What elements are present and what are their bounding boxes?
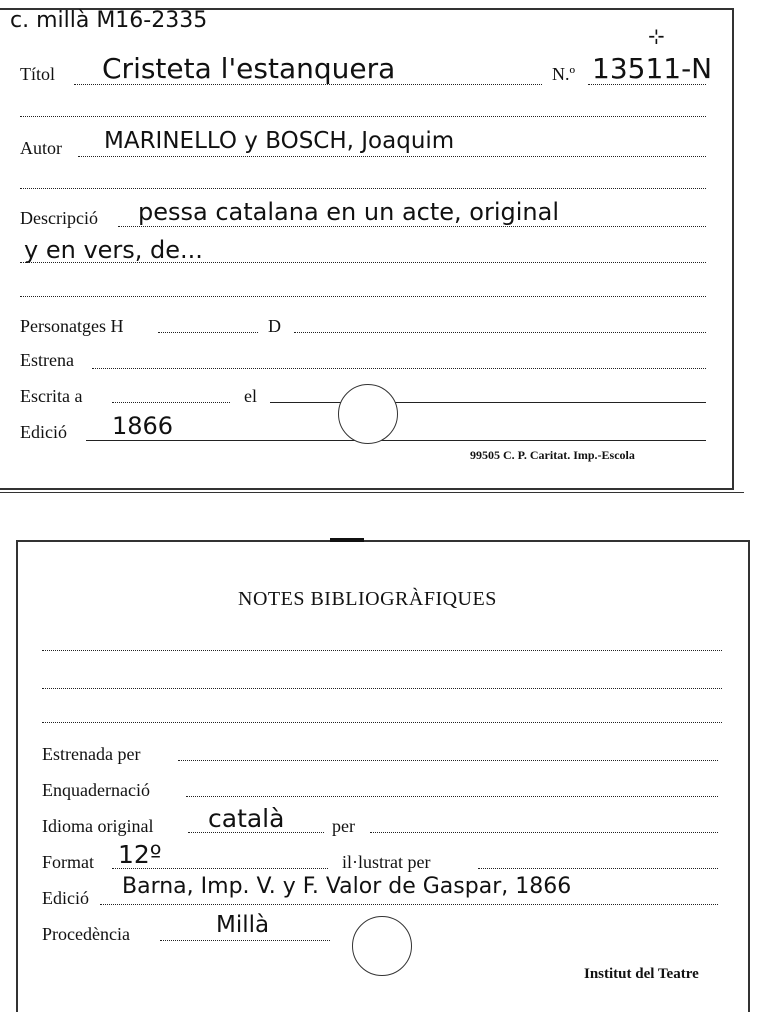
- punch-hole-icon-bottom: [352, 916, 412, 976]
- institution-name: Institut del Teatre: [584, 966, 699, 982]
- notes-line-3: [42, 722, 722, 723]
- cross-mark-icon: ⊹: [648, 26, 665, 48]
- estrenada-label: Estrenada per: [42, 744, 141, 764]
- estrena-line: [92, 368, 706, 369]
- corner-reference-note: c. millà M16-2335: [10, 8, 208, 33]
- punch-hole-icon: [338, 384, 398, 444]
- enquadernacio-line: [186, 796, 718, 797]
- autor-extra-line: [20, 188, 706, 189]
- titol-extra-line: [20, 116, 706, 117]
- edicio2-label: Edició: [42, 888, 89, 908]
- idioma-label: Idioma original: [42, 816, 154, 836]
- illustrat-line: [478, 868, 718, 869]
- edicio-label: Edició: [20, 422, 67, 442]
- idioma-value: català: [208, 804, 285, 833]
- estrenada-line: [178, 760, 718, 761]
- format-value: 12º: [118, 840, 162, 869]
- notes-line-2: [42, 688, 722, 689]
- personatges-label: Personatges H: [20, 316, 124, 336]
- titol-label: Títol: [20, 64, 55, 84]
- escrita-line: [112, 402, 230, 403]
- illustrat-label: il·lustrat per: [342, 852, 431, 872]
- descripcio-value-1: pessa catalana en un acte, original: [138, 198, 559, 226]
- edicio-value: 1866: [112, 412, 174, 440]
- procedencia-line: [160, 940, 330, 941]
- el-label: el: [244, 386, 257, 406]
- notes-heading: NOTES BIBLIOGRÀFIQUES: [238, 588, 497, 610]
- personatges-d-label: D: [268, 316, 281, 336]
- personatges-h-line: [158, 332, 258, 333]
- num-label: N.º: [552, 64, 576, 84]
- idioma-per-label: per: [332, 816, 355, 836]
- escrita-label: Escrita a: [20, 386, 83, 406]
- notes-line-1: [42, 650, 722, 651]
- card-tab-mark: [330, 538, 364, 542]
- num-value: 13511-N: [592, 52, 713, 85]
- idioma-per-line: [370, 832, 718, 833]
- autor-line: [78, 156, 706, 157]
- el-line: [270, 402, 706, 403]
- estrena-label: Estrena: [20, 350, 74, 370]
- enquadernacio-label: Enquadernació: [42, 780, 150, 800]
- descripcio-line-1: [118, 226, 706, 227]
- printer-imprint: 99505 C. P. Caritat. Imp.-Escola: [470, 448, 635, 462]
- edicio2-line: [100, 904, 718, 905]
- titol-value: Cristeta l'estanquera: [102, 52, 396, 85]
- procedencia-label: Procedència: [42, 924, 130, 944]
- card-separator: [0, 492, 744, 493]
- autor-value: MARINELLO y BOSCH, Joaquim: [104, 128, 455, 154]
- personatges-d-line: [294, 332, 706, 333]
- autor-label: Autor: [20, 138, 62, 158]
- format-label: Format: [42, 852, 94, 872]
- edicio2-value: Barna, Imp. V. y F. Valor de Gaspar, 1866: [122, 874, 572, 899]
- descripcio-value-2: y en vers, de...: [24, 236, 203, 264]
- procedencia-value: Millà: [216, 912, 270, 938]
- descripcio-label: Descripció: [20, 208, 98, 228]
- descripcio-line-3: [20, 296, 706, 297]
- edicio-line: [86, 440, 706, 441]
